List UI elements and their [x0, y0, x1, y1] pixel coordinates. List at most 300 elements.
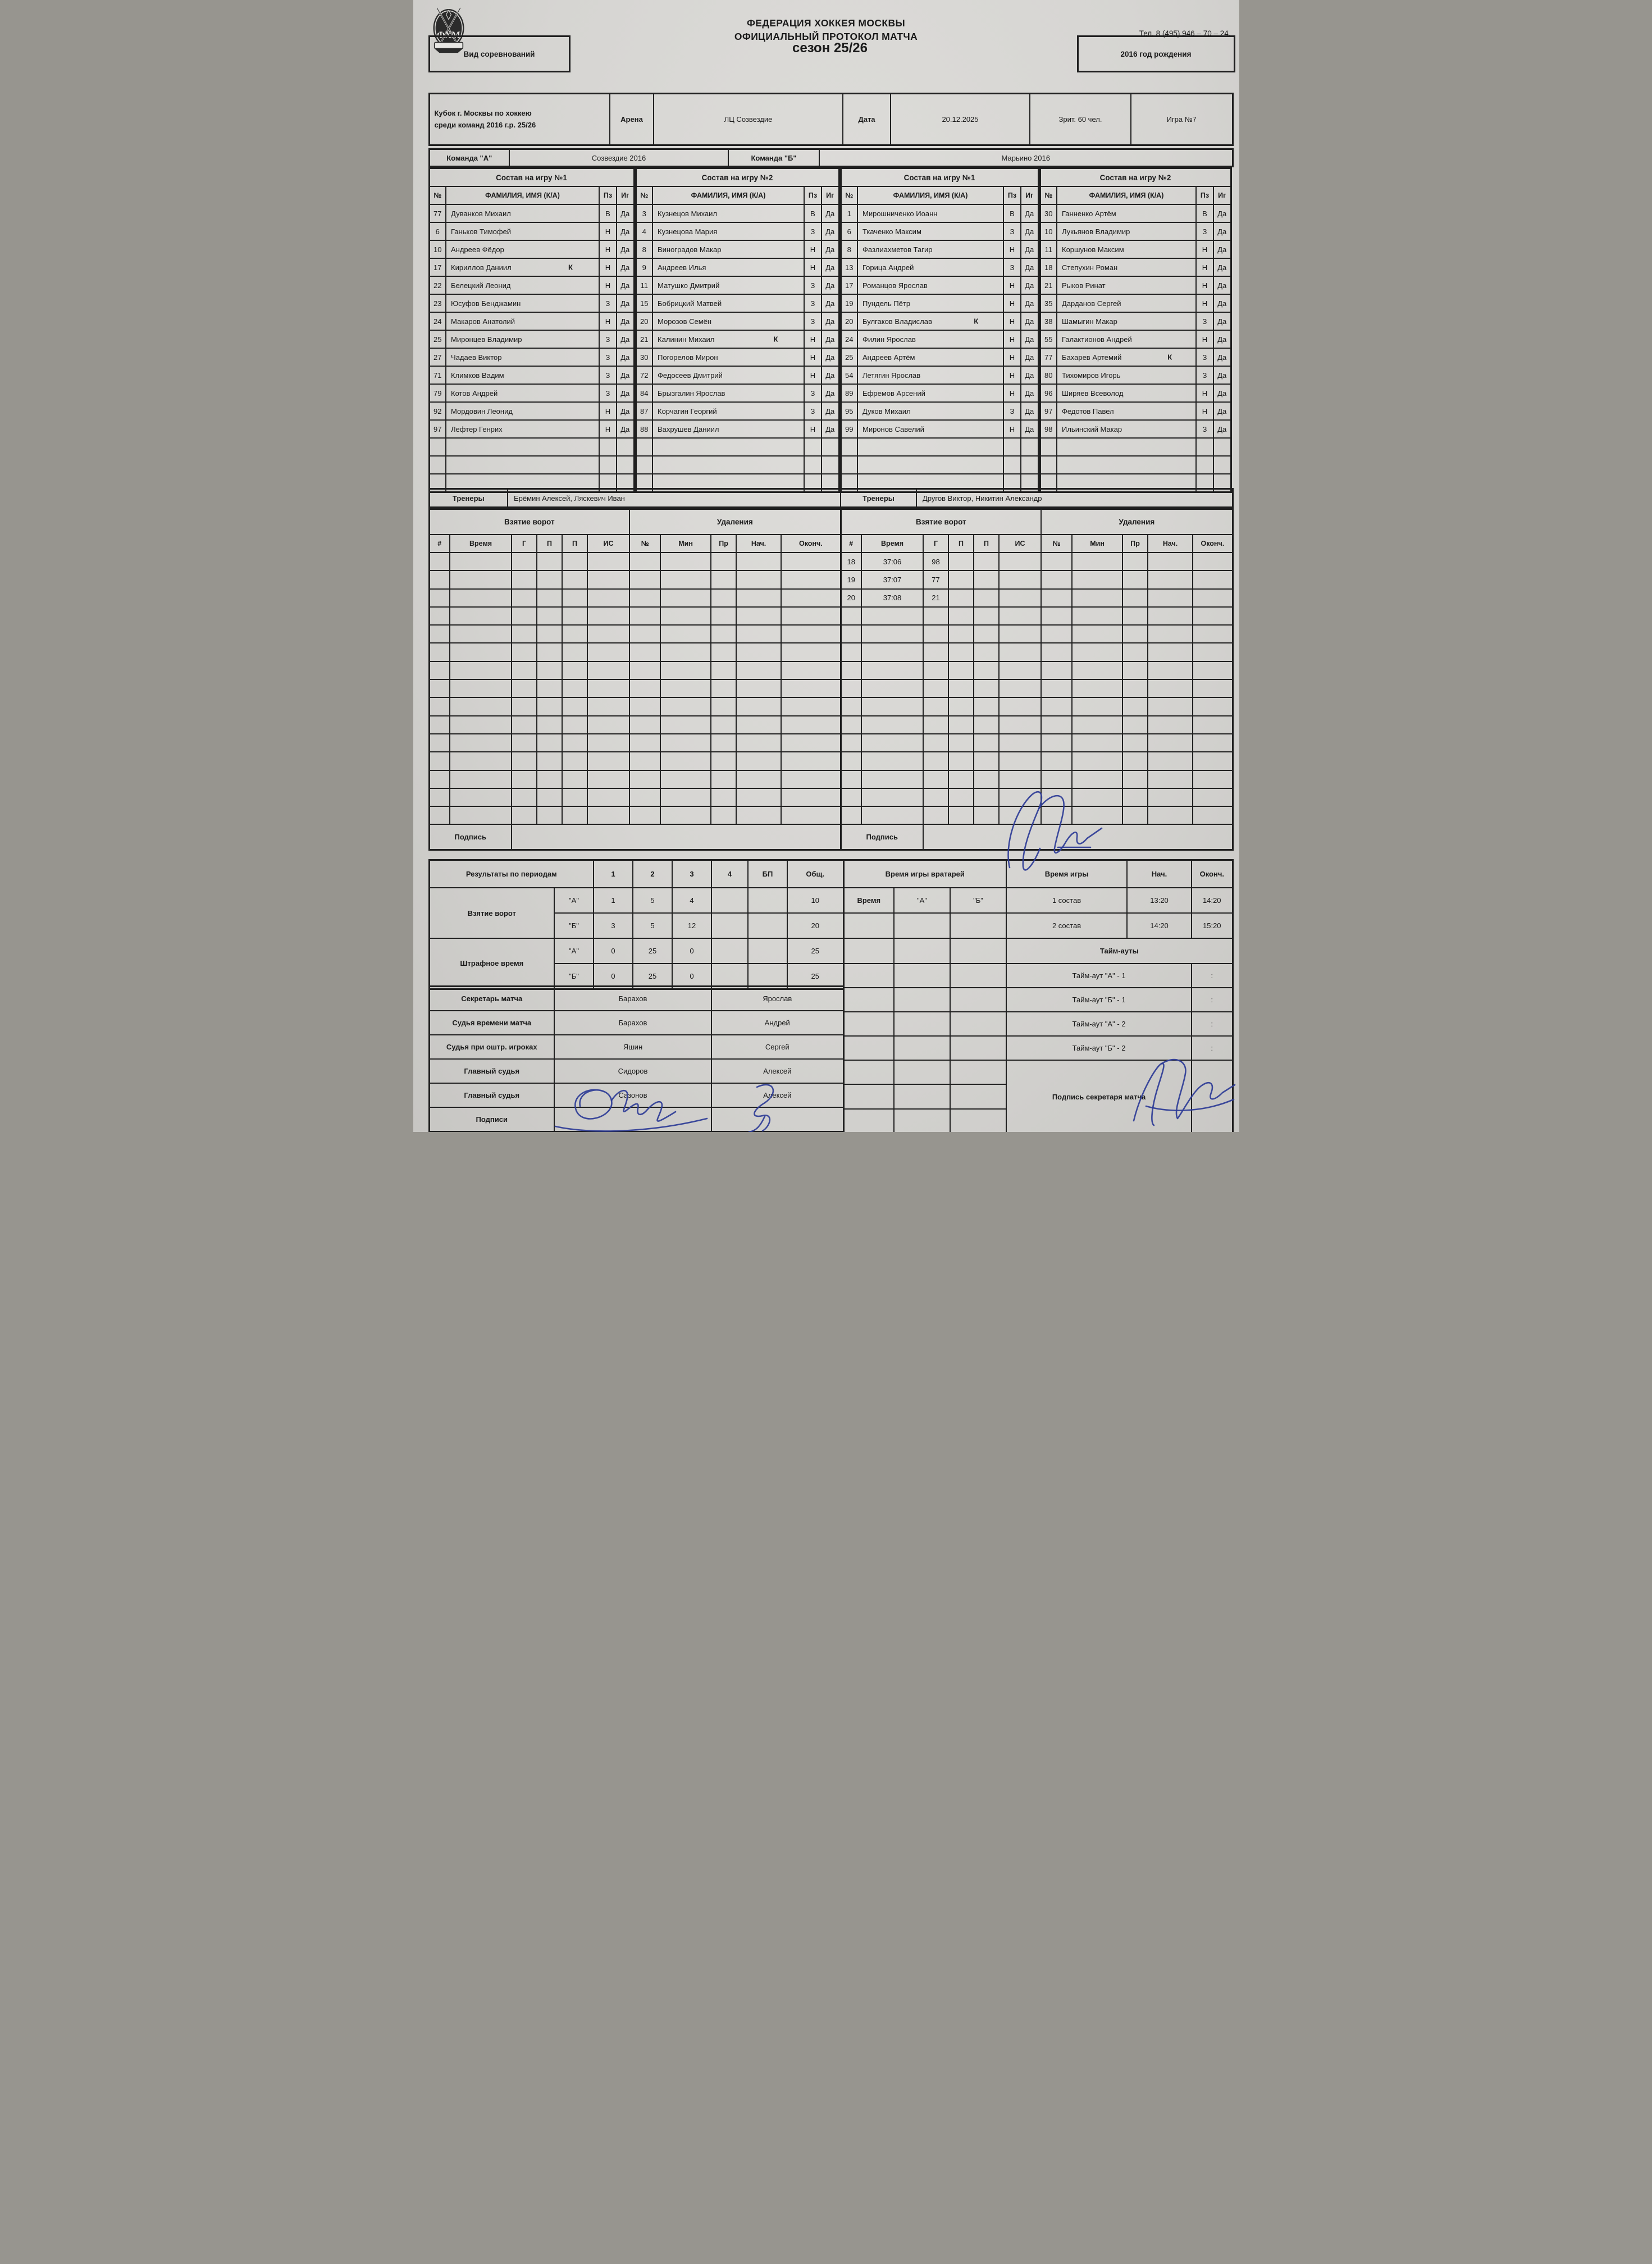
goal-col: П [537, 535, 562, 553]
goal-num [429, 806, 450, 824]
player-name: Корчагин Георгий [652, 402, 804, 420]
pen-reason [1122, 734, 1148, 752]
player-played: Да [1213, 294, 1231, 312]
goals-b-period: 20 [787, 913, 843, 938]
secretary-sign-label: Подпись секретаря матча [1006, 1060, 1192, 1132]
goal-scorer [923, 607, 948, 625]
pen-min [1072, 661, 1122, 679]
player-position: Н [599, 402, 617, 420]
period-col: БП [748, 860, 787, 888]
player-row [1040, 204, 1231, 222]
player-number: 77 [429, 204, 446, 222]
coaches-row [428, 488, 1234, 508]
goal-pen-row [841, 679, 1233, 697]
pen-reason [711, 752, 736, 770]
lineup1-end: 14:20 [1192, 888, 1233, 913]
player-number: 87 [636, 402, 652, 420]
player-played: Да [1213, 204, 1231, 222]
player-position: Н [804, 348, 822, 366]
player-played: Да [1021, 204, 1038, 222]
goal-num [429, 679, 450, 697]
pen-reason [711, 661, 736, 679]
player-position [1196, 456, 1213, 474]
goal-pen-row [429, 679, 841, 697]
goal-pen-row [841, 643, 1233, 661]
timeouts-header: Тайм-ауты [1006, 938, 1233, 964]
goalie-time-cell [894, 1036, 950, 1060]
player-position: З [1196, 312, 1213, 330]
pen-reason [711, 625, 736, 643]
player-position: Н [1003, 384, 1021, 402]
goal-pen-row [429, 643, 841, 661]
player-row [636, 312, 839, 330]
arena-label: Арена [610, 94, 654, 145]
player-position: В [1196, 204, 1213, 222]
goal-pen-row [841, 716, 1233, 734]
player-name: Бахарев Артемий К [1057, 348, 1196, 366]
official-name: Алексей [711, 1083, 843, 1107]
pen-start [1148, 643, 1193, 661]
player-row [841, 294, 1038, 312]
pen-player [629, 607, 660, 625]
player-number: 23 [429, 294, 446, 312]
goal-situation [587, 553, 629, 570]
goal-pen-row [841, 553, 1233, 570]
player-position: З [804, 222, 822, 240]
pen-player [1041, 716, 1072, 734]
player-played: Да [822, 276, 839, 294]
player-played: Да [617, 402, 634, 420]
pen-end [1193, 625, 1233, 643]
roster-title: Состав на игру №1 [429, 168, 634, 187]
goals-col-headers [841, 535, 1233, 553]
pen-min [660, 607, 711, 625]
goal-num [429, 752, 450, 770]
player-played: Да [1213, 366, 1231, 384]
official-role: Судья при оштр. игроках [429, 1035, 554, 1059]
col-pos: Пз [804, 186, 822, 204]
pen-min [660, 625, 711, 643]
player-number: 18 [1040, 258, 1057, 276]
official-surname: Сидоров [554, 1059, 711, 1083]
goal-time [450, 716, 512, 734]
goals-b-period: 5 [633, 913, 672, 938]
player-played: Да [1213, 420, 1231, 438]
pen-end [781, 770, 841, 788]
roster-title: Состав на игру №2 [1040, 168, 1231, 187]
player-position: Н [804, 330, 822, 348]
goal-pen-row [841, 607, 1233, 625]
goal-num: 19 [841, 570, 861, 588]
goal-scorer [512, 589, 537, 607]
goal-pen-row [841, 788, 1233, 806]
pen-player [1041, 697, 1072, 715]
player-played: Да [822, 222, 839, 240]
pen-min [1072, 643, 1122, 661]
match-info-table [428, 93, 1234, 146]
pen-min [660, 734, 711, 752]
pen-col: Оконч. [1193, 535, 1233, 553]
goal-scorer [923, 770, 948, 788]
timeout-row [843, 988, 1233, 1012]
goal-time [450, 752, 512, 770]
pen-start [1148, 570, 1193, 588]
pen-player [629, 661, 660, 679]
player-position: З [804, 276, 822, 294]
goal-assist2 [562, 788, 587, 806]
goal-time [861, 788, 923, 806]
goal-pen-row [841, 734, 1233, 752]
goal-assist1 [537, 553, 562, 570]
goal-assist1 [948, 607, 974, 625]
player-number: 13 [841, 258, 857, 276]
player-played: Да [1021, 402, 1038, 420]
timeout-label: Тайм-аут "Б" - 1 [1006, 988, 1192, 1012]
player-played [822, 438, 839, 456]
goal-num [429, 570, 450, 588]
pen-min [1072, 589, 1122, 607]
goal-assist2 [974, 716, 999, 734]
goal-pen-row [841, 806, 1233, 824]
player-number: 10 [429, 240, 446, 258]
player-row [1040, 420, 1231, 438]
pen-start [1148, 589, 1193, 607]
pen-b-period: 25 [633, 964, 672, 989]
goal-pen-row [841, 570, 1233, 588]
pen-start [1148, 625, 1193, 643]
pen-reason [1122, 806, 1148, 824]
goal-scorer: 21 [923, 589, 948, 607]
goal-situation [999, 679, 1041, 697]
goal-num: 18 [841, 553, 861, 570]
goal-assist2 [562, 553, 587, 570]
player-name: Морозов Семён [652, 312, 804, 330]
phone-number: Тел. 8 (495) 946 – 70 – 24. [1139, 29, 1231, 38]
pen-start [736, 553, 781, 570]
player-name: Андреев Фёдор [446, 240, 599, 258]
player-position: З [599, 366, 617, 384]
timeout-label: Тайм-аут "А" - 2 [1006, 1012, 1192, 1036]
player-number: 20 [636, 312, 652, 330]
goal-col: ИС [587, 535, 629, 553]
pen-min [660, 752, 711, 770]
player-name: Калинин Михаил К [652, 330, 804, 348]
player-played [1021, 438, 1038, 456]
player-row [429, 402, 634, 420]
player-position: Н [1196, 240, 1213, 258]
goal-time [861, 661, 923, 679]
goal-situation [587, 752, 629, 770]
pen-a-period: 25 [787, 938, 843, 964]
goal-scorer: 98 [923, 553, 948, 570]
signatures-label: Подписи [429, 1107, 554, 1132]
pen-end [781, 788, 841, 806]
player-played: Да [822, 204, 839, 222]
roster-b-game2 [1039, 167, 1232, 493]
goals-a-period [711, 888, 748, 913]
goalie-time-cell [843, 1084, 894, 1109]
col-name: ФАМИЛИЯ, ИМЯ (К/А) [652, 186, 804, 204]
goal-assist1 [537, 770, 562, 788]
player-number: 8 [636, 240, 652, 258]
goal-situation [587, 788, 629, 806]
pen-start [736, 679, 781, 697]
player-name [1057, 438, 1196, 456]
player-name: Фазлиахметов Тагир [857, 240, 1003, 258]
goalie-b-col: "Б" [950, 888, 1006, 913]
lineup2-end: 15:20 [1192, 913, 1233, 938]
officials-table [428, 985, 845, 1132]
official-row [429, 1035, 843, 1059]
player-position: Н [1196, 384, 1213, 402]
pen-end [1193, 806, 1233, 824]
player-name: Романцов Ярослав [857, 276, 1003, 294]
goal-pen-row [429, 806, 841, 824]
goal-situation [587, 589, 629, 607]
pen-player [1041, 643, 1072, 661]
goal-assist2 [974, 643, 999, 661]
player-position: Н [804, 420, 822, 438]
goal-assist2 [974, 734, 999, 752]
pen-end [1193, 697, 1233, 715]
pen-min [1072, 716, 1122, 734]
goal-assist1 [948, 806, 974, 824]
player-row [1040, 312, 1231, 330]
player-name: Дуков Михаил [857, 402, 1003, 420]
goal-scorer [923, 788, 948, 806]
goal-assist1 [948, 716, 974, 734]
goal-pen-row [429, 589, 841, 607]
pen-start [736, 752, 781, 770]
pen-reason [1122, 570, 1148, 588]
captain-mark: К [974, 317, 979, 326]
competition-type-box: Вид соревнований [428, 35, 571, 72]
pen-reason [711, 770, 736, 788]
penalties-header-b: Удаления [1041, 509, 1233, 535]
pen-player [1041, 752, 1072, 770]
player-name: Федотов Павел [1057, 402, 1196, 420]
player-row [429, 348, 634, 366]
pen-min [660, 770, 711, 788]
roster-b-game1 [840, 167, 1039, 493]
player-played: Да [1021, 420, 1038, 438]
goal-pen-row [429, 570, 841, 588]
player-row [429, 294, 634, 312]
player-played: Да [822, 402, 839, 420]
player-position: Н [599, 420, 617, 438]
player-played: Да [1021, 312, 1038, 330]
pen-end [1193, 770, 1233, 788]
player-number [841, 438, 857, 456]
goalie-time-cell [843, 1109, 894, 1132]
end-label: Оконч. [1192, 860, 1233, 888]
player-position: Н [1196, 402, 1213, 420]
player-position [1003, 438, 1021, 456]
player-position [804, 456, 822, 474]
goal-assist1 [537, 679, 562, 697]
goal-time [450, 679, 512, 697]
goal-time [450, 589, 512, 607]
player-played [822, 456, 839, 474]
pen-player [629, 788, 660, 806]
goal-scorer [923, 716, 948, 734]
goal-time [450, 697, 512, 715]
player-name: Кириллов Даниил К [446, 258, 599, 276]
pen-end [1193, 570, 1233, 588]
player-name [652, 438, 804, 456]
player-name: Макаров Анатолий [446, 312, 599, 330]
player-position [804, 438, 822, 456]
goal-time [861, 697, 923, 715]
col-played: Иг [822, 186, 839, 204]
player-number: 20 [841, 312, 857, 330]
pen-start [736, 570, 781, 588]
goal-time [450, 770, 512, 788]
goal-pen-row [429, 607, 841, 625]
player-number: 17 [841, 276, 857, 294]
pen-player [629, 716, 660, 734]
player-position [599, 456, 617, 474]
player-row [841, 348, 1038, 366]
pen-col: № [629, 535, 660, 553]
pen-reason [1122, 752, 1148, 770]
goal-assist1 [948, 553, 974, 570]
goal-num [429, 607, 450, 625]
goal-scorer [512, 752, 537, 770]
player-row [636, 222, 839, 240]
player-position: Н [599, 258, 617, 276]
game-times-table [843, 859, 1234, 1132]
player-played: Да [822, 420, 839, 438]
goal-num [841, 697, 861, 715]
goalie-time-cell [894, 1060, 950, 1084]
team-a-name: Созвездие 2016 [509, 149, 728, 167]
player-number [429, 456, 446, 474]
pen-reason [1122, 770, 1148, 788]
player-row [636, 294, 839, 312]
player-position: З [1196, 420, 1213, 438]
penalty-time-label: Штрафное время [429, 938, 554, 989]
player-played: Да [1021, 294, 1038, 312]
pen-min [1072, 697, 1122, 715]
player-row [1040, 366, 1231, 384]
col-pos: Пз [1003, 186, 1021, 204]
protocol-sheet [413, 0, 1239, 1132]
goal-pen-row [841, 770, 1233, 788]
pen-start [736, 788, 781, 806]
goal-assist2 [562, 716, 587, 734]
player-position: З [804, 312, 822, 330]
pen-end [1193, 716, 1233, 734]
goal-num [841, 716, 861, 734]
goal-assist1 [537, 589, 562, 607]
player-name [446, 438, 599, 456]
player-played: Да [1021, 240, 1038, 258]
player-row [429, 222, 634, 240]
player-name: Булгаков Владислав К [857, 312, 1003, 330]
goal-situation [999, 752, 1041, 770]
player-row [1040, 330, 1231, 348]
goal-situation [999, 770, 1041, 788]
goal-assist2 [974, 553, 999, 570]
player-row [841, 330, 1038, 348]
col-name: ФАМИЛИЯ, ИМЯ (К/А) [1057, 186, 1196, 204]
official-name: Ярослав [711, 987, 843, 1011]
player-number: 88 [636, 420, 652, 438]
player-position: Н [1196, 330, 1213, 348]
player-number: 17 [429, 258, 446, 276]
pen-min [1072, 806, 1122, 824]
player-played: Да [822, 240, 839, 258]
period-col: Общ. [787, 860, 843, 888]
goal-scorer [512, 770, 537, 788]
goal-time [450, 607, 512, 625]
official-surname: Сазонов [554, 1083, 711, 1107]
player-row [636, 258, 839, 276]
official-row [429, 1011, 843, 1035]
goal-situation [999, 806, 1041, 824]
coaches-a: Ерёмин Алексей, Ляскевич Иван [508, 489, 841, 508]
goals-header-a: Взятие ворот [429, 509, 629, 535]
player-number: 72 [636, 366, 652, 384]
period-col: 2 [633, 860, 672, 888]
pen-b-period: 25 [787, 964, 843, 989]
player-number: 30 [636, 348, 652, 366]
pen-start [1148, 806, 1193, 824]
official-role: Главный судья [429, 1059, 554, 1083]
player-played: Да [1021, 384, 1038, 402]
goals-b-period: 3 [594, 913, 633, 938]
player-position: В [599, 204, 617, 222]
goal-time: 37:06 [861, 553, 923, 570]
player-row [429, 366, 634, 384]
pen-reason [711, 679, 736, 697]
pen-end [781, 589, 841, 607]
goal-num [429, 553, 450, 570]
player-name: Галактионов Андрей [1057, 330, 1196, 348]
goal-assist1 [537, 625, 562, 643]
pen-end [1193, 643, 1233, 661]
goal-scorer [512, 643, 537, 661]
player-played [1213, 438, 1231, 456]
pen-min [1072, 570, 1122, 588]
col-played: Иг [1021, 186, 1038, 204]
player-number: 98 [1040, 420, 1057, 438]
player-played: Да [1213, 222, 1231, 240]
col-played: Иг [1213, 186, 1231, 204]
goal-pen-row [429, 788, 841, 806]
pen-player [1041, 661, 1072, 679]
player-position [1196, 438, 1213, 456]
pen-end [1193, 752, 1233, 770]
goal-num [429, 697, 450, 715]
timeout-label: Тайм-аут "А" - 1 [1006, 964, 1192, 988]
pen-a-period: 25 [633, 938, 672, 964]
player-number: 8 [841, 240, 857, 258]
pen-min [660, 716, 711, 734]
pen-player [629, 770, 660, 788]
goals-a-period: 5 [633, 888, 672, 913]
signature-area-1 [554, 1107, 711, 1132]
player-played: Да [1213, 312, 1231, 330]
player-row [841, 222, 1038, 240]
pen-player [1041, 806, 1072, 824]
pen-reason [1122, 716, 1148, 734]
official-row [429, 1059, 843, 1083]
pen-reason [711, 806, 736, 824]
goal-assist2 [562, 806, 587, 824]
pen-player [1041, 788, 1072, 806]
